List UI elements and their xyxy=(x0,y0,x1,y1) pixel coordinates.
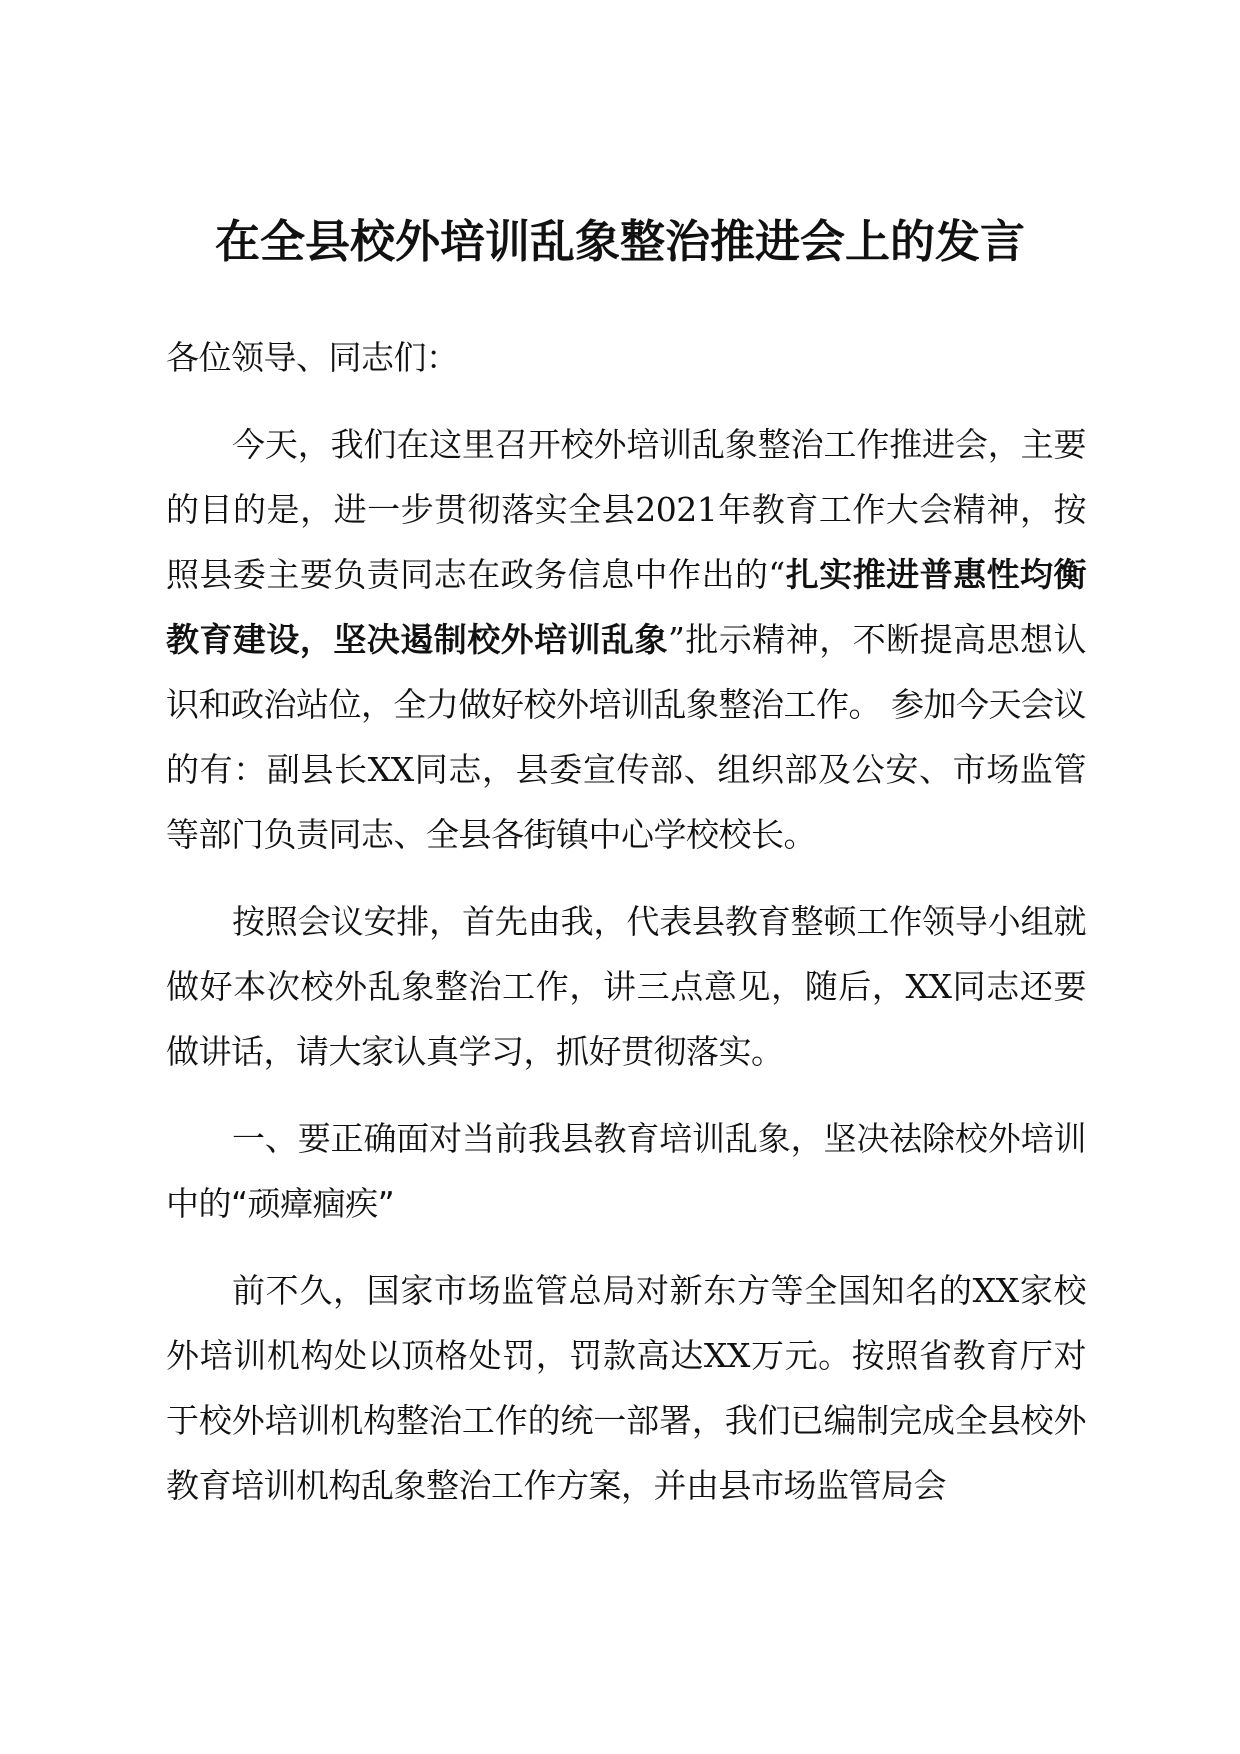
paragraph-opening-text-b: ”批示精神，不断提高思想认识和政治站位，全力做好校外培训乱象整治工作。 参加今天会议的有：副县长XX同志，县委宣传部、组织部及公安、市场监管等部门负责同志、全县各街镇中心学校校长。 xyxy=(166,620,1086,854)
paragraph-section-1: 前不久，国家市场监管总局对新东方等全国知名的XX家校外培训机构处以顶格处罚，罚款高达XX万元。按照省教育厅对于校外培训机构整治工作的统一部署，我们已编制完成全县校外教育培训机构乱象整治工作方案，并由县市场监管局会 xyxy=(166,1271,1086,1505)
paragraph-arrangement: 按照会议安排，首先由我，代表县教育整顿工作领导小组就做好本次校外乱象整治工作，讲三点意见，随后，XX同志还要做讲话，请大家认真学习，抓好贯彻落实。 xyxy=(166,902,1086,1071)
section-heading-1: 一、要正确面对当前我县教育培训乱象，坚决祛除校外培训中的“顽瘴痼疾” xyxy=(166,1119,1086,1223)
salutation: 各位领导、同志们： xyxy=(166,338,459,377)
paragraph-opening xyxy=(166,412,1086,867)
document-body xyxy=(166,325,1086,1518)
page-title: 在全县校外培训乱象整治推进会上的发言 xyxy=(214,215,1025,268)
paragraph-opening-bold-quote: 扎实推进普惠性均衡教育建设，坚决遏制校外培训乱象 xyxy=(166,555,1087,659)
paragraph-opening-text-a: 今天，我们在这里召开校外培训乱象整治工作推进会，主要的目的是，进一步贯彻落实全县2021年教育工作大会精神，按照县委主要负责同志在政务信息中作出的“ xyxy=(166,425,1086,594)
